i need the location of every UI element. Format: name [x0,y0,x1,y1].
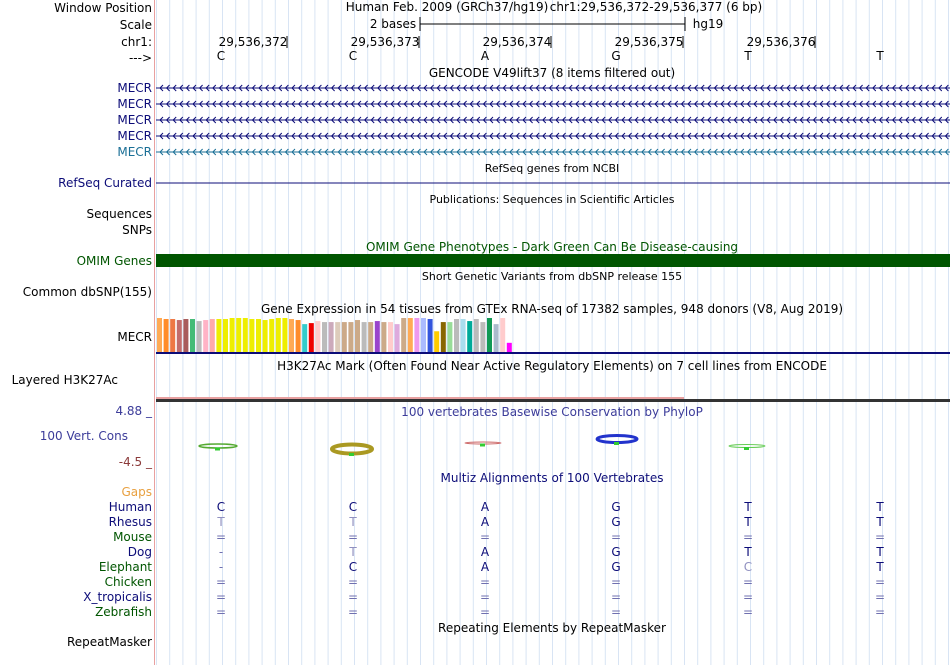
gencode-transcript-line[interactable] [156,85,950,91]
gtex-tissue-bar[interactable] [447,322,452,352]
alignment-base: T [349,515,357,529]
conservation-logo[interactable] [199,444,237,451]
alignment-base: = [874,530,886,544]
gtex-tissue-bar[interactable] [454,319,459,352]
alignment-base: = [610,605,622,619]
alignment-base: = [742,575,754,589]
gtex-tissue-bar[interactable] [368,322,373,352]
omim-gene-bar[interactable] [156,254,950,267]
gtex-tissue-bar[interactable] [170,319,175,352]
gtex-tissue-bar[interactable] [190,319,195,352]
gtex-tissue-bar[interactable] [388,322,393,352]
dbsnp-track-label[interactable]: Common dbSNP(155) [22,285,152,299]
alignment-base: A [480,545,490,559]
alignment-base: = [215,575,227,589]
h3k27ac-signal[interactable] [156,397,684,399]
publications-track-title[interactable]: Publications: Sequences in Scientific Articles [429,193,675,206]
sequences-track-label[interactable]: Sequences [86,207,152,221]
species-label[interactable]: Zebrafish [95,605,152,619]
alignment-base: = [742,605,754,619]
gtex-tissue-bar[interactable] [494,324,499,352]
alignment-base: C [348,500,358,514]
conservation-logo[interactable] [465,442,501,447]
position-text: chr1:29,536,372-29,536,377 (6 bp) [549,0,763,14]
gtex-tissue-bar[interactable] [216,319,221,352]
sequence-base: G [611,49,621,63]
h3k27ac-track-label[interactable]: Layered H3K27Ac [11,373,118,387]
gtex-tissue-bar[interactable] [276,318,281,352]
gencode-transcript-line[interactable] [156,101,950,107]
gtex-tissue-bar[interactable] [348,322,353,352]
gtex-tissue-bar[interactable] [507,343,512,352]
gtex-tissue-bar[interactable] [296,320,301,352]
alignment-base: T [744,500,752,514]
gtex-tissue-bar[interactable] [421,318,426,352]
ruler-tick-label: 29,536,376 [746,35,816,49]
multiz-gaps-label[interactable]: Gaps [121,485,152,499]
sequence-base: A [480,49,490,63]
gtex-tissue-bar[interactable] [203,320,208,352]
gtex-tissue-bar[interactable] [395,324,400,352]
gtex-tissue-bar[interactable] [434,331,439,352]
conservation-logo[interactable] [597,436,637,446]
alignment-base: = [874,575,886,589]
refseq-track-label[interactable]: RefSeq Curated [58,176,152,190]
window-position-label[interactable]: Window Position [54,1,152,15]
gtex-tissue-bar[interactable] [474,319,479,352]
chrom-label[interactable]: chr1: [121,35,152,49]
ruler-tick-label: 29,536,373 [350,35,420,49]
alignment-base: = [479,575,491,589]
gtex-tissue-bar[interactable] [329,322,334,352]
alignment-base: G [611,515,621,529]
gtex-tissue-bar[interactable] [355,320,360,352]
alignment-base: = [215,530,227,544]
alignment-base: T [876,500,884,514]
conservation-logo[interactable] [729,445,765,451]
alignment-base: = [347,590,359,604]
sequence-base: T [876,49,884,63]
gtex-tissue-bar[interactable] [401,318,406,352]
alignment-base: = [874,605,886,619]
species-label[interactable]: Human [108,500,152,514]
alignment-base: A [480,560,490,574]
gencode-track-title[interactable]: GENCODE V49lift37 (8 items filtered out) [428,66,676,80]
gtex-tissue-bar[interactable] [157,318,162,352]
alignment-base: = [610,530,622,544]
alignment-base: = [742,590,754,604]
repeatmasker-track-title[interactable]: Repeating Elements by RepeatMasker [438,621,666,635]
gencode-transcript-line[interactable] [156,149,950,155]
gtex-tissue-bar[interactable] [243,318,248,352]
alignment-base: = [874,590,886,604]
gtex-tissue-bar[interactable] [428,319,433,352]
gtex-tissue-bar[interactable] [309,323,314,352]
conservation-min-label: -4.5 _ [118,455,152,469]
strand-label[interactable]: ---> [128,51,152,65]
conservation-track-label[interactable]: 100 Vert. Cons [39,429,128,443]
ruler-tick-label: 29,536,372 [218,35,288,49]
gtex-tissue-bar[interactable] [461,319,466,352]
alignment-base: = [347,530,359,544]
sequence-base: T [744,49,752,63]
alignment-base: = [479,590,491,604]
ruler-tick-label: 29,536,375 [614,35,684,49]
gtex-tissue-bar[interactable] [315,321,320,352]
alignment-base: G [611,500,621,514]
gtex-track-label[interactable]: MECR [117,330,152,344]
gtex-tissue-bar[interactable] [269,319,274,352]
gencode-transcript-label[interactable]: MECR [117,97,152,111]
species-label[interactable]: X_tropicalis [83,590,152,604]
gtex-tissue-bar[interactable] [302,324,307,352]
species-label[interactable]: Elephant [98,560,152,574]
conservation-logo[interactable] [332,445,372,457]
gtex-tissue-bar[interactable] [322,322,327,352]
alignment-base: = [479,530,491,544]
gtex-tissue-bar[interactable] [263,320,268,352]
alignment-base: T [744,515,752,529]
alignment-base: C [216,500,226,514]
gtex-tissue-bar[interactable] [197,321,202,352]
species-label[interactable]: Rhesus [108,515,152,529]
alignment-base: A [480,515,490,529]
alignment-base: = [215,590,227,604]
alignment-base: T [876,515,884,529]
alignment-base: T [217,515,225,529]
alignment-base: C [743,560,753,574]
alignment-base: = [742,530,754,544]
alignment-base: - [218,545,224,559]
gtex-tissue-bar[interactable] [256,319,261,352]
gtex-tissue-bar[interactable] [230,318,235,352]
alignment-base: T [876,560,884,574]
gtex-tissue-bar[interactable] [210,319,215,352]
species-label[interactable]: Chicken [104,575,152,589]
omim-track-title[interactable]: OMIM Gene Phenotypes - Dark Green Can Be Disease-causing [365,240,739,254]
alignment-base: A [480,500,490,514]
alignment-base: C [348,560,358,574]
alignment-base: T [876,545,884,559]
species-label[interactable]: Dog [127,545,152,559]
scale-text: 2 bases [369,17,417,31]
scale-label[interactable]: Scale [119,18,152,32]
gtex-tissue-bar[interactable] [342,322,347,352]
sequence-base: C [216,49,226,63]
scale-db: hg19 [692,17,724,31]
conservation-max-label: 4.88 _ [115,404,152,418]
alignment-base: - [218,560,224,574]
gencode-transcript-line[interactable] [156,133,950,139]
gtex-tissue-bar[interactable] [414,318,419,352]
conservation-track-title[interactable]: 100 vertebrates Basewise Conservation by PhyloP [401,405,703,419]
gtex-tissue-bar[interactable] [500,318,505,352]
dbsnp-track-title[interactable]: Short Genetic Variants from dbSNP release 155 [421,270,683,283]
gtex-tissue-bar[interactable] [441,322,446,352]
snps-track-label[interactable]: SNPs [122,223,152,237]
alignment-base: = [610,590,622,604]
gencode-transcript-label[interactable]: MECR [117,129,152,143]
gtex-tissue-bar[interactable] [467,321,472,352]
species-label[interactable]: Mouse [113,530,152,544]
alignment-base: = [215,605,227,619]
gtex-tissue-bar[interactable] [362,322,367,352]
alignment-base: = [347,575,359,589]
gtex-tissue-bar[interactable] [282,318,287,352]
gtex-track-title[interactable]: Gene Expression in 54 tissues from GTEx RNA-seq of 17382 samples, 948 donors (V8, Aug 2019) [260,302,844,316]
alignment-base: = [479,605,491,619]
multiz-track-title[interactable]: Multiz Alignments of 100 Vertebrates [440,471,664,485]
alignment-base: T [349,545,357,559]
omim-track-label[interactable]: OMIM Genes [76,254,152,268]
gencode-transcript-label[interactable]: MECR [117,81,152,95]
repeatmasker-track-label[interactable]: RepeatMasker [66,635,152,649]
gtex-tissue-bar[interactable] [249,319,254,352]
refseq-track-title[interactable]: RefSeq genes from NCBI [484,162,620,175]
gtex-tissue-bar[interactable] [236,318,241,352]
alignment-base: G [611,560,621,574]
h3k27ac-signal-dark[interactable] [156,399,950,402]
gencode-transcript-label[interactable]: MECR [117,113,152,127]
alignment-base: = [347,605,359,619]
gtex-tissue-bar[interactable] [408,318,413,352]
gtex-tissue-bar[interactable] [183,319,188,352]
h3k27ac-track-title[interactable]: H3K27Ac Mark (Often Found Near Active Regulatory Elements) on 7 cell lines from ENCODE [277,359,827,373]
gtex-tissue-bar[interactable] [335,322,340,352]
gtex-tissue-bar[interactable] [480,322,485,352]
alignment-base: = [610,575,622,589]
gtex-tissue-bar[interactable] [223,319,228,352]
gencode-transcript-label[interactable]: MECR [117,145,152,159]
gencode-transcript-line[interactable] [156,117,950,123]
gtex-tissue-bar[interactable] [289,319,294,352]
gtex-tissue-bar[interactable] [177,320,182,352]
sequence-base: C [348,49,358,63]
gtex-tissue-bar[interactable] [381,322,386,352]
gtex-tissue-bar[interactable] [164,319,169,352]
assembly-text: Human Feb. 2009 (GRCh37/hg19) [345,0,549,14]
alignment-base: G [611,545,621,559]
gtex-tissue-bar[interactable] [375,321,380,352]
ruler-tick-label: 29,536,374 [482,35,552,49]
gtex-tissue-bar[interactable] [487,318,492,352]
alignment-base: T [744,545,752,559]
